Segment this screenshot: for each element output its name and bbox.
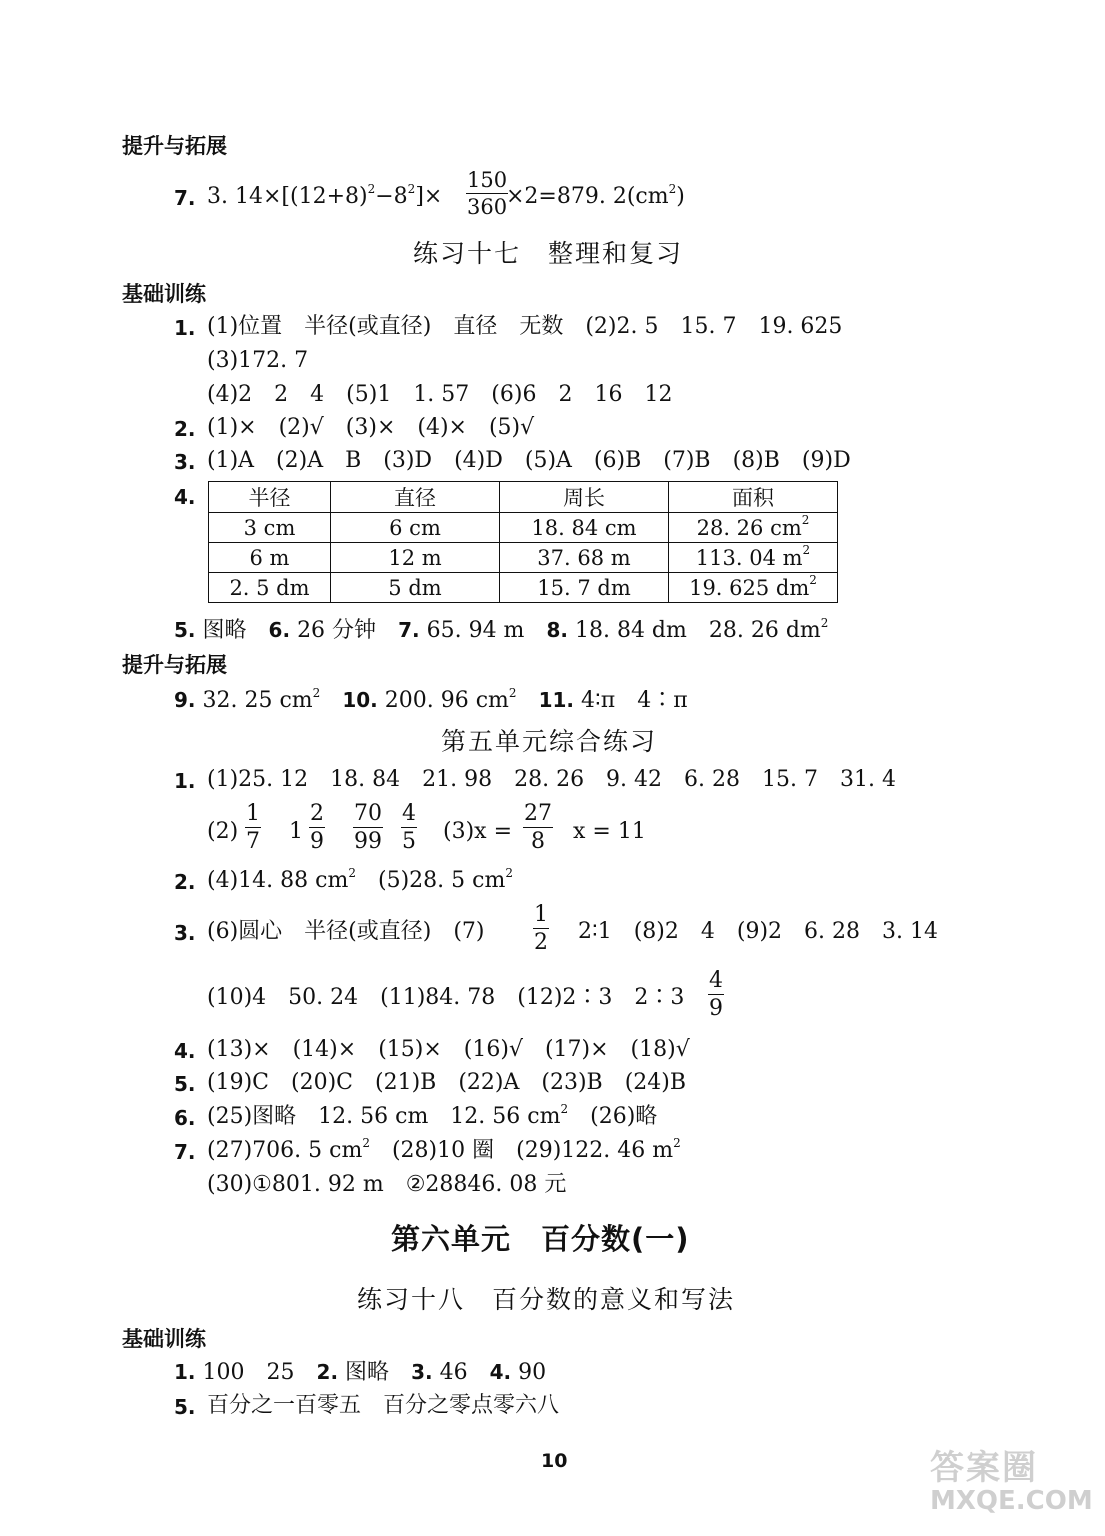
answer-text: x = 11 <box>573 819 646 844</box>
answer-line: (1)A (2)A B (3)D (4)D (5)A (6)B (7)B (8)B (9)D <box>207 448 851 473</box>
item-number: 1. <box>174 769 196 793</box>
answer-line: (1)位置 半径(或直径) 直径 无数 (2)2. 5 15. 7 19. 625 <box>207 314 843 339</box>
table-header: 直径 <box>331 482 500 513</box>
page-number: 10 <box>541 1450 568 1472</box>
section-heading-extension: 提升与拓展 <box>122 134 227 158</box>
answer-line: (1)× (2)√ (3)× (4)× (5)√ <box>207 415 535 440</box>
section-heading-basic: 基础训练 <box>122 1327 206 1351</box>
answer-line: (6)圆心 半径(或直径) (7) <box>207 919 485 944</box>
item-number: 4. <box>174 1039 196 1063</box>
table-header: 周长 <box>500 482 669 513</box>
table-header-row <box>209 482 838 513</box>
table-cell: 2. 5 dm <box>209 573 331 603</box>
answer-line: (27)706. 5 $cm^2$ (28)10 圈 (29)122. 46 $m^2$ <box>207 1136 681 1163</box>
item-number: 6. <box>174 1106 196 1130</box>
table-header: 半径 <box>209 482 331 513</box>
table-cell: 3 cm <box>209 513 331 543</box>
exercise-title: 第五单元综合练习 <box>441 727 658 756</box>
item-number: 1. <box>174 316 196 340</box>
table-row <box>209 543 838 573</box>
answer-line: (10)4 50. 24 (11)84. 78 (12)2∶3 2∶3 <box>207 985 685 1010</box>
table-cell: 19. 625 $dm^2$ <box>669 573 838 603</box>
fraction: 4 5 <box>402 801 416 854</box>
item-number: 5. <box>174 1395 196 1419</box>
fraction: 1 7 <box>246 801 260 854</box>
answer-line: (25)图略 12. 56 cm 12. 56 $cm^2$ (26)略 <box>207 1102 658 1129</box>
answer-line: (19)C (20)C (21)B (22)A (23)B (24)B <box>207 1070 687 1095</box>
table-cell: 6 m <box>209 543 331 573</box>
exercise-title: 练习十八 百分数的意义和写法 <box>357 1285 736 1314</box>
table-cell: 5 dm <box>331 573 500 603</box>
item-number: 2. <box>174 870 196 894</box>
item-number: 3. <box>174 450 196 474</box>
answer-line: (13)× (14)× (15)× (16)√ (17)× (18)√ <box>207 1037 690 1062</box>
table-row <box>209 573 838 603</box>
fraction: 70 99 <box>354 801 382 854</box>
answer-line: (4)2 2 4 (5)1 1. 57 (6)6 2 16 12 <box>207 382 673 407</box>
fraction: 4 9 <box>709 968 723 1021</box>
section-heading-basic: 基础训练 <box>122 282 206 306</box>
fraction: 2 9 <box>310 801 324 854</box>
answer-line: 5. 图略 6. 26 分钟 7. 65. 94 m 8. 18. 84 dm 28. 26 $dm^2$ <box>174 616 829 643</box>
fraction: 1 2 <box>534 902 548 955</box>
whole-number: 1 <box>289 819 303 844</box>
item-number: 4. <box>174 485 196 509</box>
table-cell: 113. 04 $m^2$ <box>669 543 838 573</box>
exercise-title: 练习十七 整理和复习 <box>413 239 684 268</box>
answer-line: 百分之一百零五 百分之零点零六八 <box>207 1393 560 1418</box>
item-number: 5. <box>174 1072 196 1096</box>
table-cell: 18. 84 cm <box>500 513 669 543</box>
answer-label: (2) <box>207 819 239 844</box>
answer-table <box>208 481 838 603</box>
formula-right: ×2=879. $2(cm^2)$ <box>506 182 685 209</box>
table-cell: 6 cm <box>331 513 500 543</box>
answer-line: (30)①801. 92 m ②28846. 08 元 <box>207 1172 567 1197</box>
table-cell: 12 m <box>331 543 500 573</box>
fraction: 27 8 <box>524 801 552 854</box>
answer-label: (3)x = <box>443 819 512 844</box>
section-heading-extension: 提升与拓展 <box>122 653 227 677</box>
fraction: 150 360 <box>467 168 508 219</box>
watermark-logo: 答案圈 MXQE.COM <box>930 1448 1093 1517</box>
item-number: 7. <box>174 186 196 210</box>
answer-line: (3)172. 7 <box>207 348 309 373</box>
answer-line: (1)25. 12 18. 84 21. 98 28. 26 9. 42 6. 28 15. 7 31. 4 <box>207 767 896 792</box>
table-header: 面积 <box>669 482 838 513</box>
table-cell: 37. 68 m <box>500 543 669 573</box>
answer-line: 1. 100 25 2. 图略 3. 46 4. 90 <box>174 1360 547 1385</box>
answer-line: (4)14. 88 $cm^2$ (5)28. 5 $cm^2$ <box>207 866 513 893</box>
table-cell: 28. 26 $cm^2$ <box>669 513 838 543</box>
table-row <box>209 513 838 543</box>
formula-left: 3. $14\times[(12+8)^2-8^2]\times$ <box>207 182 443 209</box>
item-number: 7. <box>174 1140 196 1164</box>
unit-title: 第六单元 百分数(一) <box>391 1222 690 1256</box>
item-number: 3. <box>174 921 196 945</box>
table-cell: 15. 7 dm <box>500 573 669 603</box>
answer-line: 9. 32. 25 $cm^2$ 10. 200. 96 $cm^2$ 11. 4∶π 4∶π <box>174 686 688 713</box>
item-number: 2. <box>174 417 196 441</box>
answer-line: 2∶1 (8)2 4 (9)2 6. 28 3. 14 <box>578 919 938 944</box>
